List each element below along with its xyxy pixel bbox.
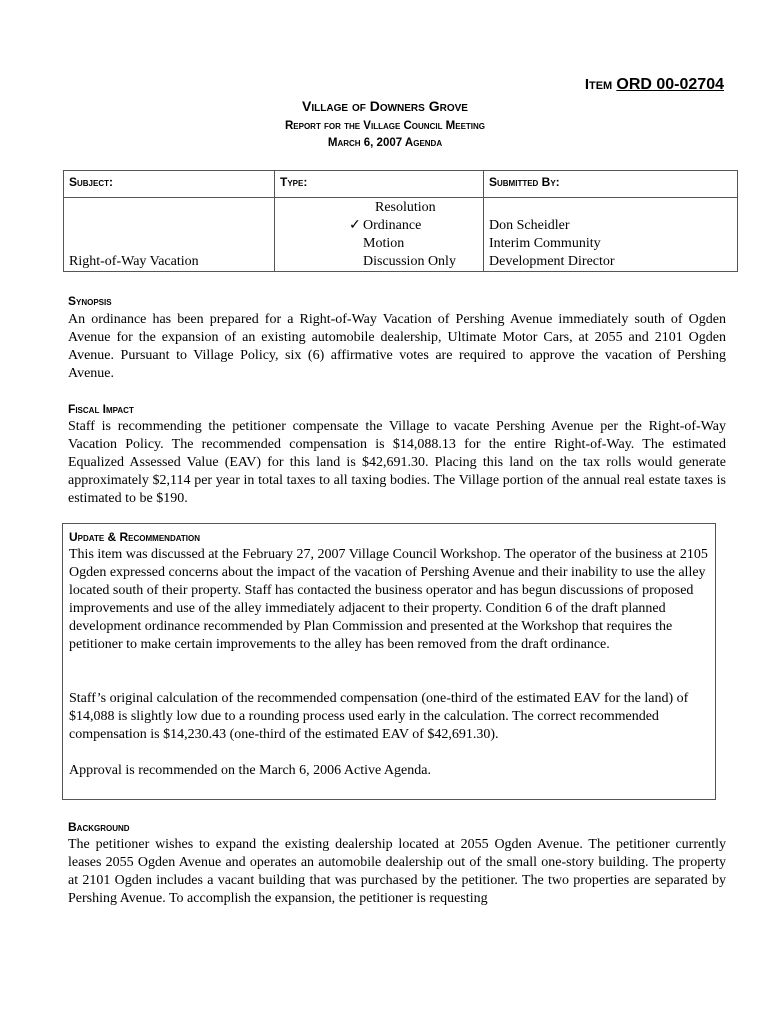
synopsis-heading: Synopsis bbox=[68, 294, 112, 308]
type-option-resolution: Resolution bbox=[375, 200, 436, 215]
fiscal-impact-text: Staff is recommending the petitioner compensate the Village to vacate Pershing Avenue per the Right-of-Way Vacation Policy. The recommended compensation is $14,088.13 for the entire Right-of-Way. The estimated Equalized Assessed Value (EAV) for this land is $42,691.30. Placing this land on the tax rolls would generate approximately $2,114 per year in total taxes to all taxing bodies. The Village portion of the annual real estate taxes is estimated to be $190. bbox=[68, 419, 726, 506]
subject-value: Right-of-Way Vacation bbox=[69, 254, 199, 269]
checkmark-icon: ✓ bbox=[349, 218, 361, 233]
meeting-date: March 6, 2007 Agenda bbox=[327, 137, 443, 149]
submitter-title-1: Interim Community bbox=[489, 236, 601, 251]
background-heading: Background bbox=[68, 820, 130, 834]
synopsis-text: An ordinance has been prepared for a Right-of-Way Vacation of Pershing Avenue immediately south of Ogden Avenue for the expansion of an existing automobile dealership, Ultimate Motor Cars, at 2055 and 2101 Ogden Avenue. Pursuant to Village Policy, six (6) affirmative votes are required to approve the vacation of Pershing Avenue. bbox=[68, 312, 726, 381]
type-cell bbox=[275, 198, 484, 272]
submitted-label: Submitted By: bbox=[484, 171, 738, 198]
update-recommendation-box bbox=[62, 523, 716, 800]
submitter-title-2: Development Director bbox=[489, 254, 615, 269]
submitter-name: Don Scheidler bbox=[489, 218, 570, 233]
type-option-ordinance: ✓ Ordinance bbox=[349, 218, 422, 233]
subject-cell bbox=[64, 198, 275, 272]
info-table bbox=[63, 170, 738, 272]
update-paragraph-1: This item was discussed at the February 27, 2007 Village Council Workshop. The operator of the business at 2105 Ogden expressed concerns about the impact of the vacation of Pershing Avenue and their inability to use the alley located south of their property. Staff has contacted the business operator and has begun discussions of proposed improvements and use of the alley immediately adjacent to their property. Condition 6 of the draft planned development ordinance recommended by Plan Commission and presented at the Workshop that requires the petitioner to make certain improvements to the alley has been removed from the draft ordinance. bbox=[69, 547, 708, 652]
fiscal-impact-heading: Fiscal Impact bbox=[68, 402, 134, 416]
background-text: The petitioner wishes to expand the existing dealership located at 2055 Ogden Avenue. The petitioner currently leases 2055 Ogden Avenue and operates an automobile dealership out of the small one-story building. The property at 2101 Ogden includes a vacant building that was purchased by the petitioner. The two properties are separated by Pershing Avenue. To accomplish the expansion, the petitioner is requesting bbox=[68, 837, 726, 906]
update-paragraph-3: Approval is recommended on the March 6, 2006 Active Agenda. bbox=[69, 763, 431, 778]
type-option-discussion: Discussion Only bbox=[363, 254, 456, 269]
update-heading: Update & Recommendation bbox=[69, 530, 201, 544]
document-subtitle: Report for the Village Council Meeting bbox=[284, 120, 486, 132]
submitted-cell bbox=[484, 198, 738, 272]
item-number bbox=[585, 76, 724, 94]
type-option-motion: Motion bbox=[363, 236, 405, 251]
subject-label: Subject: bbox=[64, 171, 275, 198]
ordinance-number: ORD 00-02704 bbox=[616, 76, 724, 93]
item-prefix: Item bbox=[584, 76, 613, 93]
document-title: Village of Downers Grove bbox=[302, 98, 468, 114]
update-paragraph-2: Staff’s original calculation of the recommended compensation (one-third of the estimated EAV for the land) of $14,088 is slightly low due to a rounding process used early in the calculation. The correct recommended compensation is $14,230.43 (one-third of the estimated EAV of $42,691.30). bbox=[69, 691, 689, 742]
type-label: Type: bbox=[275, 171, 484, 198]
